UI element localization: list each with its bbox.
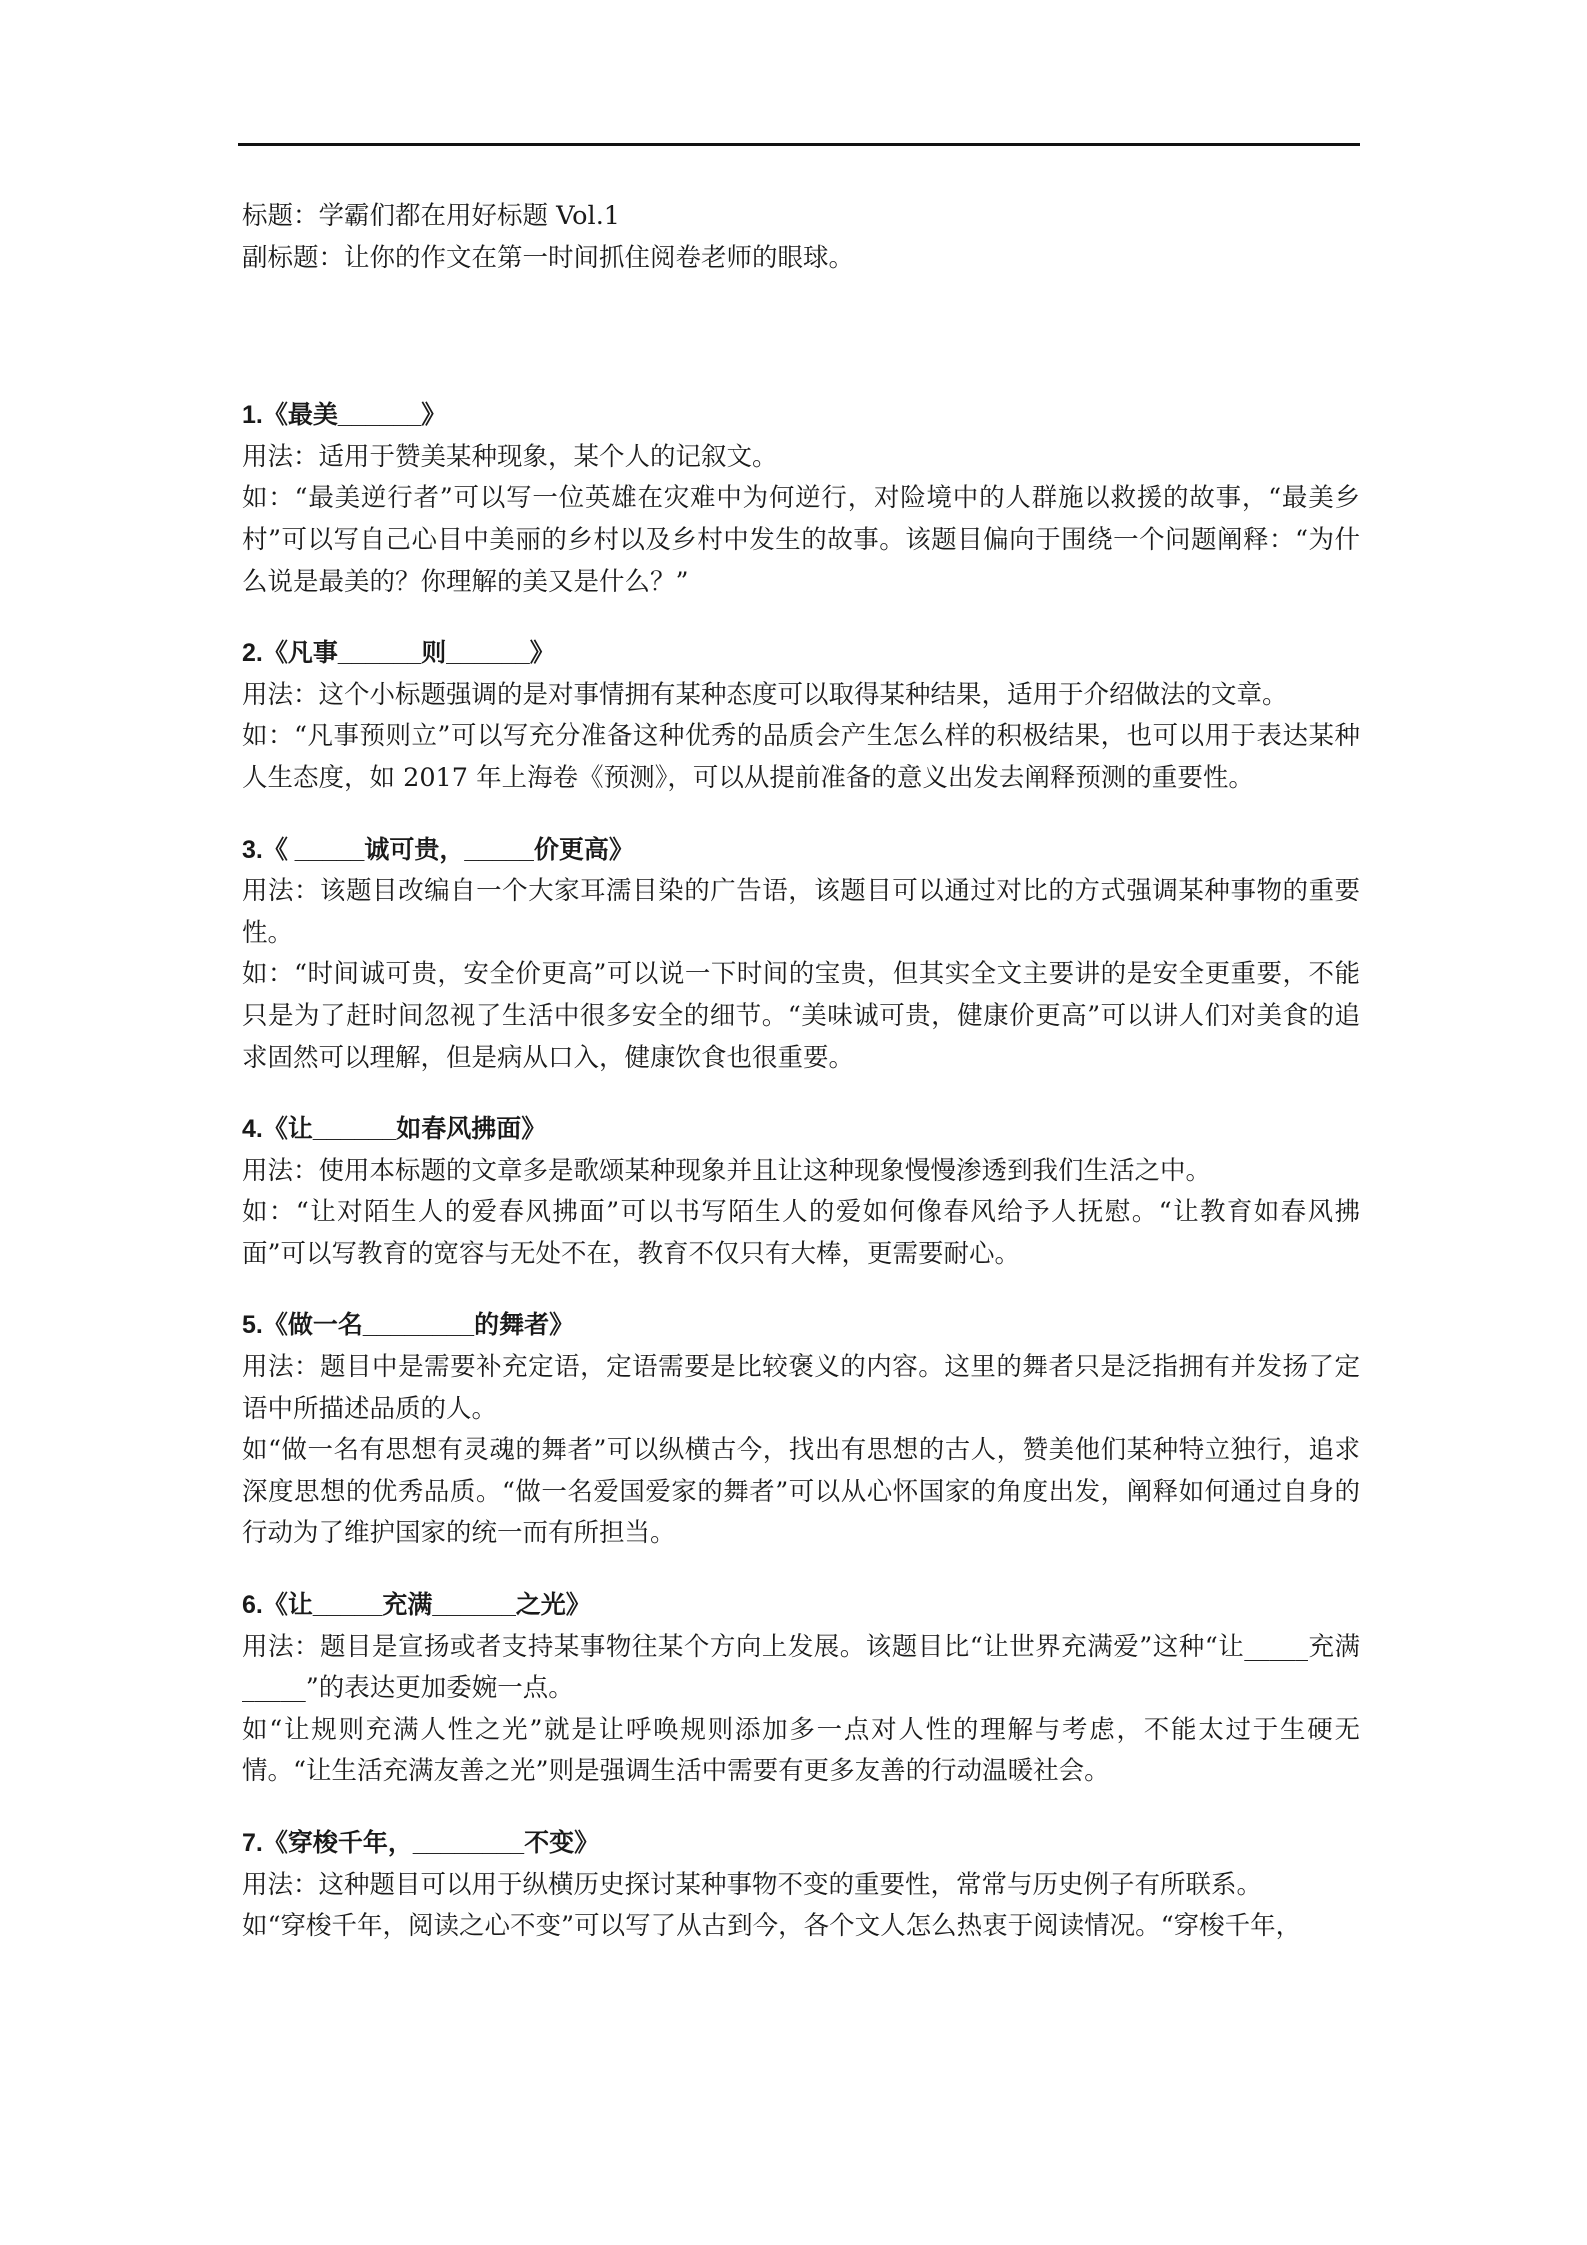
section-5 [242,1305,1360,1555]
section-usage: 用法：使用本标题的文章多是歌颂某种现象并且让这种现象慢慢渗透到我们生活之中。 [242,1155,1212,1186]
section-usage: 用法：题目是宣扬或者支持某事物往某个方向上发展。该题目比“让世界充满爱”这种“让_____充满_____”的表达更加委婉一点。 [242,1631,1360,1704]
section-usage: 用法：这个小标题强调的是对事情拥有某种态度可以取得某种结果，适用于介绍做法的文章。 [242,679,1288,710]
section-heading: 7.《穿梭千年，________不变》 [242,1829,600,1857]
section-heading: 4.《让______如春风拂面》 [242,1115,547,1144]
section-usage: 用法：适用于赞美某种现象，某个人的记叙文。 [242,441,778,472]
section-heading: 3.《 _____诚可贵，_____价更高》 [242,835,634,864]
section-1 [242,395,1360,603]
section-usage: 用法：该题目改编自一个大家耳濡目染的广告语，该题目可以通过对比的方式强调某种事物的重要性。 [242,876,1360,948]
section-heading: 5.《做一名________的舞者》 [242,1311,575,1340]
section-example: 如：“凡事预则立”可以写充分准备这种优秀的品质会产生怎么样的积极结果，也可以用于表达某种人生态度，如 2017 年上海卷《预测》，可以从提前准备的意义出发去阐释预测的重要性。 [242,721,1360,793]
document-subtitle: 副标题：让你的作文在第一时间抓住阅卷老师的眼球。 [242,242,855,273]
section-4 [242,1109,1360,1275]
document-body [242,196,1360,1948]
section-example: 如“让规则充满人性之光”就是让呼唤规则添加多一点对人性的理解与考虑，不能太过于生硬无情。“让生活充满友善之光”则是强调生活中需要有更多友善的行动温暖社会。 [242,1714,1360,1787]
section-2 [242,633,1360,799]
section-usage: 用法：这种题目可以用于纵横历史探讨某种事物不变的重要性，常常与历史例子有所联系。 [242,1869,1263,1900]
section-example: 如：“时间诚可贵，安全价更高”可以说一下时间的宝贵，但其实全文主要讲的是安全更重要，不能只是为了赶时间忽视了生活中很多安全的细节。“美味诚可贵，健康价更高”可以讲人们对美食的追求固然可以理解，但是病从口入，健康饮食也很重要。 [242,959,1360,1073]
section-heading: 6.《让_____充满______之光》 [242,1591,591,1620]
section-7 [242,1823,1360,1948]
section-heading: 1.《最美______》 [242,401,447,430]
section-6 [242,1585,1360,1793]
section-heading: 2.《凡事______则______》 [242,639,555,668]
section-3 [242,830,1360,1080]
document-title: 标题：学霸们都在用好标题 Vol.1 [242,201,621,231]
section-usage: 用法：题目中是需要补充定语，定语需要是比较褒义的内容。这里的舞者只是泛指拥有并发扬了定语中所描述品质的人。 [242,1352,1360,1424]
section-example: 如：“最美逆行者”可以写一位英雄在灾难中为何逆行，对险境中的人群施以救援的故事，“最美乡村”可以写自己心目中美丽的乡村以及乡村中发生的故事。该题目偏向于围绕一个问题阐释：“为什么说是最美的？你理解的美又是什么？” [242,483,1360,597]
section-example: 如“做一名有思想有灵魂的舞者”可以纵横古今，找出有思想的古人，赞美他们某种特立独行，追求深度思想的优秀品质。“做一名爱国爱家的舞者”可以从心怀国家的角度出发，阐释如何通过自身的行动为了维护国家的统一而有所担当。 [242,1435,1360,1549]
section-example: 如“穿梭千年，阅读之心不变”可以写了从古到今，各个文人怎么热衷于阅读情况。“穿梭千年， [242,1911,1302,1942]
section-example: 如：“让对陌生人的爱春风拂面”可以书写陌生人的爱如何像春风给予人抚慰。“让教育如春风拂面”可以写教育的宽容与无处不在，教育不仅只有大棒，更需要耐心。 [242,1197,1360,1269]
header-rule [238,143,1360,146]
